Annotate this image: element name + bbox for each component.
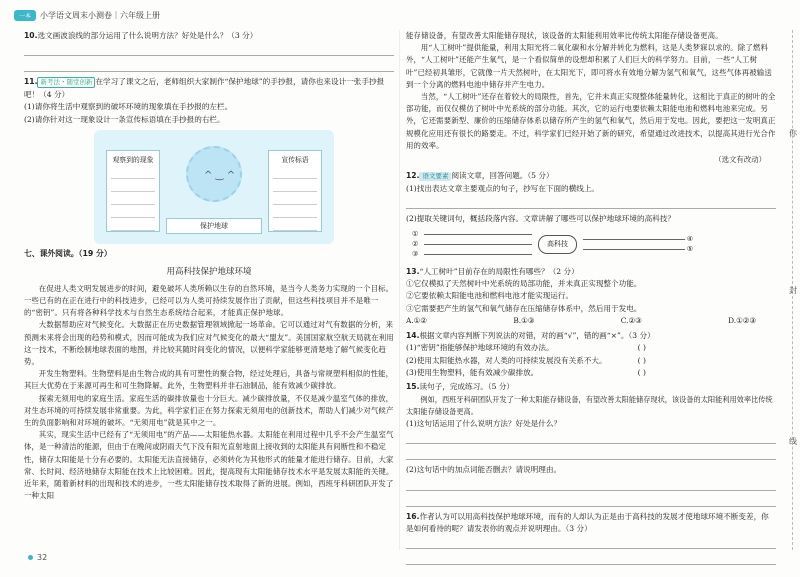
- new-method-tag: 新考法・随堂创新: [37, 77, 95, 88]
- right-column: [406, 30, 776, 569]
- page-number: 32: [24, 553, 47, 562]
- header: [14, 8, 160, 22]
- question-12: 12. 语文要素 阅读文章，回答问题。（5 分） (1)找出表达文章主要观点的句子，抄写在下面的横线上。 (2)提取关键词句，概括段落内容。文章讲解了哪些可以保护地球环境的高科技？ ① ② ③ 高科技 ④ ⑤: [406, 170, 776, 259]
- quoted-sentence: 例如，西班牙科研团队开发了一种太阳能存储设备，有望改善太阳能储存现状，该设备的太阳能利用效率比传统太阳能存储设备更高。: [406, 394, 773, 416]
- question-13: 13.“人工树叶”目前存在的局限性有哪些？（2 分） ①它仅模拟了天然树叶中光系统的局部功能，并未真正实现整个功能。 ②它要依赖太阳能电池和燃料电池才能实现运行。 ③它需要把产生的氢气和氧气储存在压缩储存体系中，然后用于发电。 A.①② B.①③ C.②③ D.①②③: [406, 266, 776, 328]
- question-15: 15.读句子，完成练习。（5 分） 例如，西班牙科研团队开发了一种太阳能存储设备，有望改善太阳能储存现状，该设备的太阳能利用效率比传统太阳能存储设备更高。 (1)这句话运用了什么说明方法？好处是什么？ (2)这句话中的加点词能否删去？请说明理由。: [406, 381, 776, 506]
- answer-line[interactable]: [406, 553, 776, 565]
- judge-blank[interactable]: ( ): [637, 355, 646, 365]
- source-note: （选文有改动）: [714, 155, 766, 165]
- option-a[interactable]: A.①②: [406, 316, 427, 326]
- choice-options: [406, 315, 776, 327]
- article-paragraph: 能存储设备，有望改善太阳能储存现状，该设备的太阳能利用效率比传统太阳能存储设备更高。: [406, 31, 723, 40]
- left-column: [24, 30, 394, 503]
- brand-logo: 一本: [14, 10, 36, 21]
- question-10: 10.选文画波浪线的部分运用了什么说明方法？好处是什么？（3 分）: [24, 30, 394, 72]
- column-divider: [399, 30, 400, 550]
- answer-line[interactable]: [406, 197, 776, 209]
- side-label: 线: [789, 437, 797, 446]
- judge-blank[interactable]: ( ): [637, 343, 646, 353]
- flow-slot[interactable]: ⑤: [583, 245, 693, 255]
- article-paragraph: 当然，“人工树叶”还存在着较大的局限性，首先，它并未真正实现整体能量转化，这相比于真正的树叶的全部功能，而仅仅模仿了树叶中光系统的部分功能。其次，它的运行电要依赖太阳能电池和燃料电池来完成。另外，它还需要新型、廉价的压缩储存体系以储存所产生的氢气和氧气，然后用于发电。因此，要把这一发明真正规模化应用还有很长的路要走。不过，科学家们已经开始了新的研究，希望通过改进技术，以提高其进行光合作用的效率。: [406, 92, 776, 150]
- flow-diagram: [412, 230, 776, 260]
- poster-left-box[interactable]: 观察到的现象: [106, 150, 160, 232]
- flow-slot[interactable]: ④: [583, 235, 693, 245]
- article-paragraph: 在促进人类文明发展进步的时间，避免破坏人类所赖以生存的自然环境，是当今人类务力实现的一个目标。一些已有的在正在进行中的科技进步，已经可以为人类可持续发展作出了贡献，但这些科技项目并不是唯一的“密钥”。只有将各种科学技术与自然生态系统结合起来，才能真正保护地球。: [24, 283, 394, 318]
- article-paragraph: 大数据帮助应对气候变化。大数据正在历史数据管理领域掀起一场革命。它可以通过对气有数据的分析，来预测未来将会出现的趋势和模式，因而可能成为我们应对气候变化的最大“盟友”。美国国家航空航天局就在利用这一技术，不断绘制地球表面的地图，并比较其随时间变化的情况，以便科学家能够更清楚地了解气候变化趋势。: [24, 320, 394, 367]
- flow-slot[interactable]: ③: [412, 250, 532, 260]
- section-heading: 七、课外阅读。（19 分）: [24, 249, 112, 259]
- answer-line[interactable]: [24, 44, 394, 56]
- answer-line[interactable]: [406, 448, 776, 460]
- question-11: 11. 新考法・随堂创新 在学习了课文之后，老师组织大家制作“保护地球”的手抄报，请你也来设计一张手抄报吧！（4 分） (1)请你将生活中观察到的破坏环境的现象填在手抄报的左栏。 (2)请你针对这一现象设计一条宣传标语填在手抄报的右栏。 观察到的现象 ^ ‿ ^ 宣传标语 保护地球: [24, 76, 394, 244]
- answer-line[interactable]: [406, 479, 776, 491]
- earth-face-icon: ^ ‿ ^: [186, 146, 242, 202]
- article-paragraph: 其实，现实生活中已经有了“无须用电”的产品——太阳能热水器。太阳能在利用过程中几乎不会产生温室气体，是一种清洁的能源，但由于在晚间或阴雨天气下没有阳光直射地面上接收到的太阳能具有间断性和不稳定性，储存太阳能是十分有必要的。太阳能无法直接储存，必须转化为其他形式的能量才能进行储存。目前，大家常、长时间、经济地储存太阳能在技术上比较困难。因此，提高现有太阳能储存技术水平是发展太阳能的关键。近年来，随着新材料的出现和技术的进步，一些太阳能储存技术取得了新的进展。例如，西班牙科研团队开发了一种太阳: [24, 430, 394, 501]
- article-title: 用高科技保护地球环境: [166, 267, 252, 278]
- answer-line[interactable]: [406, 537, 776, 549]
- flow-center-node: 高科技: [538, 235, 577, 253]
- option-c[interactable]: C.②③: [620, 316, 642, 326]
- option-b[interactable]: B.①③: [513, 316, 535, 326]
- question-14: 14.根据文章内容判断下列说法的对错，对的画“√”，错的画“×”。（3 分） (1)“密钥”指能够保护地球环境的有效办法。 ( ) (2)使用太阳能热水器，对人类的可持续发展没有关系不大。 ( ) (3)使用生物塑料，能有效减少碳排放。 ( ): [406, 330, 776, 380]
- article-paragraph: 用“人工树叶”提供能量，利用太阳光将二氧化碳和水分解并转化为燃料，这是人类梦寐以求的。除了燃料外，“人工树叶”还能产生氧气，是一个看似简单的设想却积累了人们巨大的科学努力。目前，一些“人工树叶”已经初具雏形，它就像一片天然树叶，在太阳光下，即可将水有效地分解为氢气和氧气，这些气体再被输送到一个分离的燃料电池中储存并产生电力。: [406, 43, 772, 89]
- poster-illustration: [94, 130, 334, 244]
- side-label: 你: [789, 129, 797, 138]
- flow-slot[interactable]: ①: [412, 230, 532, 240]
- side-label: 封: [789, 286, 797, 295]
- article-paragraph: 探索无须用电的家庭生活。家庭生活的碳排放量也十分巨大。减少碳排放量，不仅是减少温室气体的排放，对生态环境的可持续发展非常重要。为此，科学家们正在努力探索无须用电的创新技术，帮助人们减少对气候产生的负面影响和对环境的破坏。“无须用电”就是其中之一。: [24, 393, 394, 428]
- header-title: 小学语文周末小测卷｜六年级上册: [40, 10, 160, 20]
- question-16: 16.作者认为可以用高科技保护地球环境，而有的人却认为正是由于高科技的发展才使地球环境不断变差，你是如何看待的呢？请发表你的观点并说明理由。（3 分）: [406, 511, 776, 566]
- answer-line[interactable]: [24, 60, 394, 72]
- article-paragraph: 开发生物塑料。生物塑料是由生物合成的具有可塑性的聚合物，经过处理后，具备与常规塑料相似的性能，其巨大优势在于来源可再生和可生物降解。此外，生物塑料并非石油制品，能有效减少碳排放。: [24, 369, 394, 391]
- flow-slot[interactable]: ②: [412, 240, 532, 250]
- page-dot-icon: [28, 555, 33, 560]
- poster-banner: 保护地球: [166, 218, 262, 234]
- option-d[interactable]: D.①②③: [728, 316, 756, 326]
- answer-line[interactable]: [406, 432, 776, 444]
- poster-right-box[interactable]: 宣传标语: [268, 150, 322, 232]
- literacy-tag: 语文要素: [419, 172, 451, 181]
- judge-blank[interactable]: ( ): [637, 367, 646, 377]
- answer-line[interactable]: [406, 495, 776, 507]
